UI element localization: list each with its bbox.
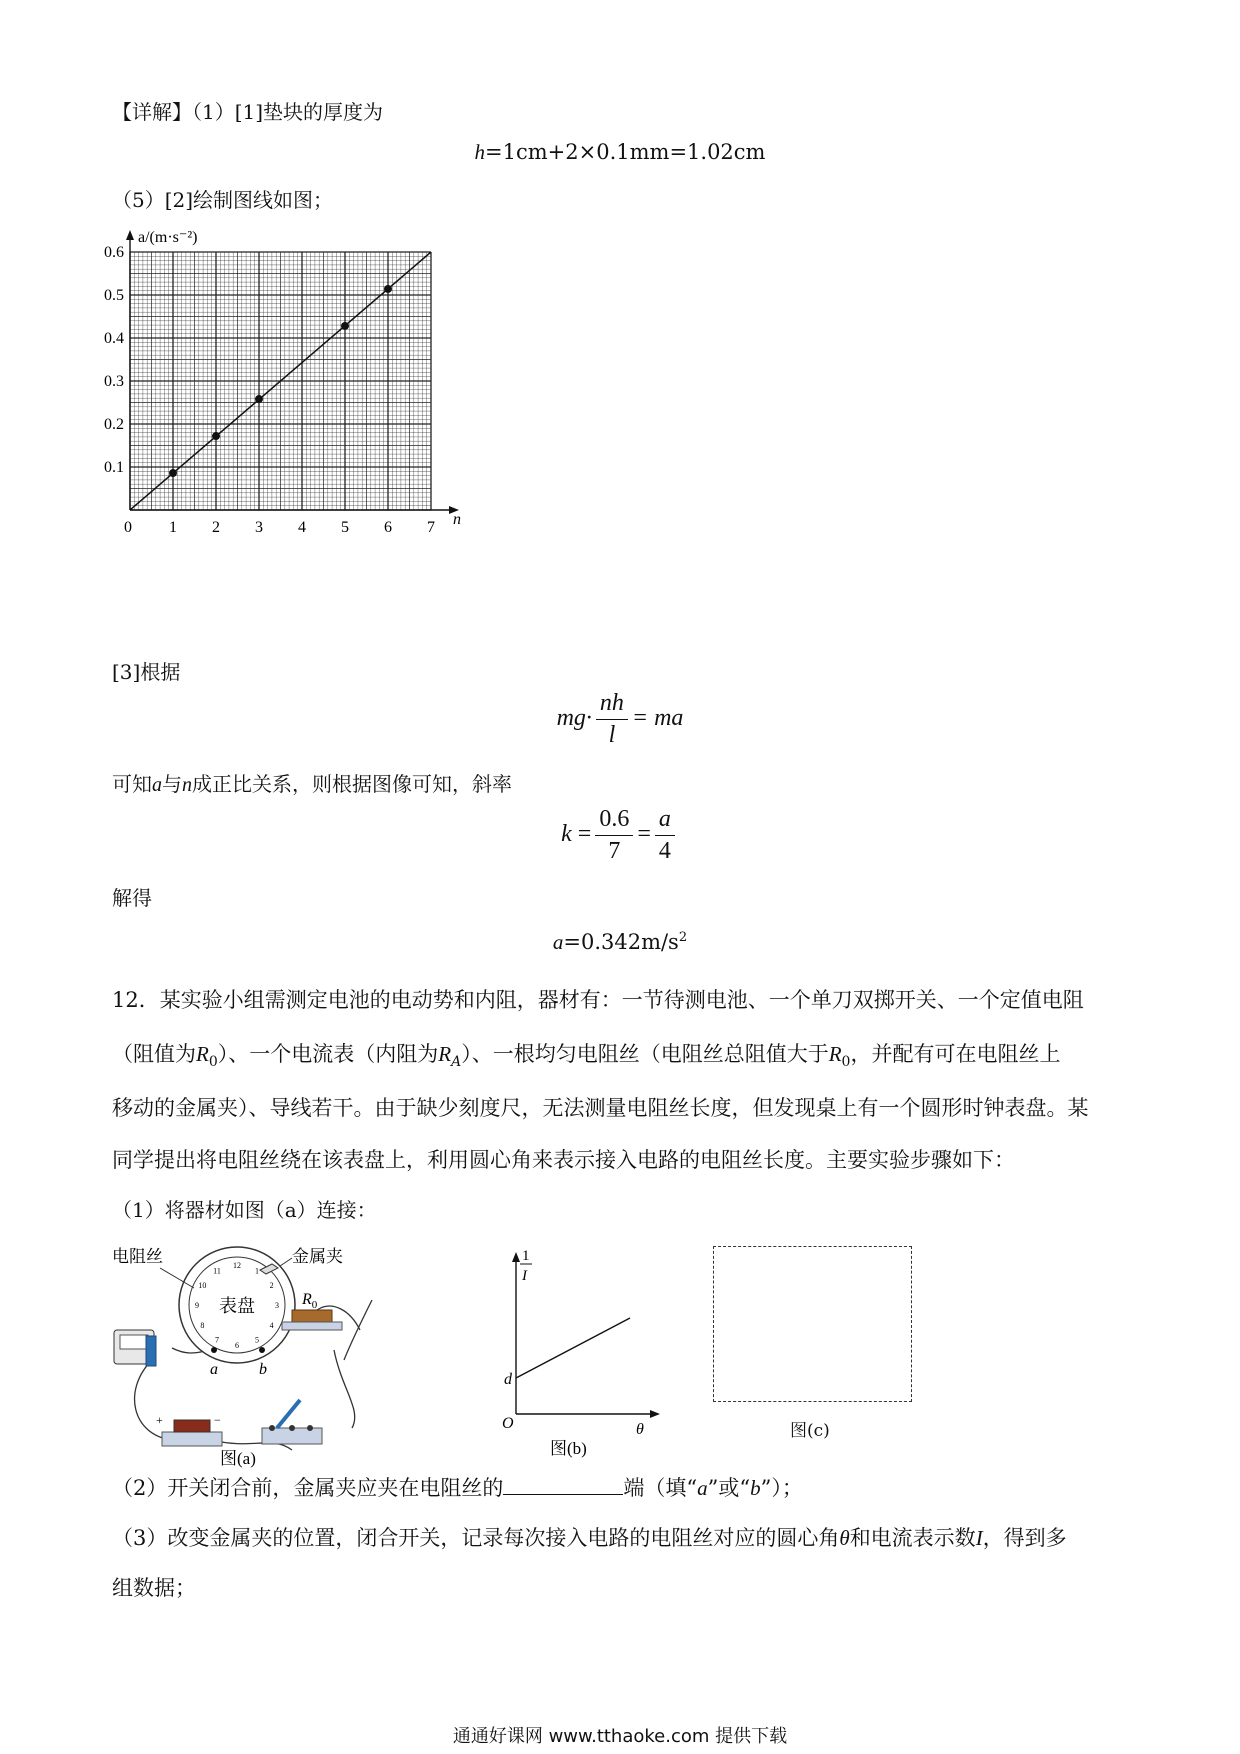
y-tick-label: 0.2 [104,416,124,433]
figure-b-caption: 图(b) [550,1439,587,1458]
figure-a-caption: 图(a) [220,1449,256,1468]
clock-number: 4 [269,1321,274,1330]
equation-result: $a=0.342m/s^2$ [552,930,688,954]
intercept-d: d [504,1371,512,1388]
figure-a-circuit [112,1240,412,1470]
svg-text:−: − [214,1413,221,1427]
step2-text: （2）开关闭合前，金属夹应夹在电阻丝的 端（填“a”或“b”）； [112,1476,803,1500]
x-tick-label: 4 [298,519,306,536]
x-tick-label: 7 [427,519,435,536]
terminal-a-label: a [210,1361,218,1378]
y-tick-label: 0.1 [104,459,124,476]
clock-number: 5 [255,1335,259,1345]
clock-number: 7 [215,1335,219,1345]
x-tick-label: 1 [169,519,177,536]
resistor-R0-icon [292,1310,332,1322]
graph-a-vs-n [100,230,520,590]
step3-text: （3）改变金属夹的位置，闭合开关，记录每次接入电路的电阻丝对应的圆心角θ和电流表示数I，得到多 [112,1526,1067,1550]
data-point [169,469,177,477]
clock-number: 8 [200,1321,205,1330]
q12-line1: 12．某实验小组需测定电池的电动势和内阻，器材有：一节待测电池、一个单刀双掷开关、一个定值电阻 [112,988,1084,1012]
battery-icon [174,1420,210,1432]
detail-heading: 【详解】（1）[1]垫块的厚度为 [112,100,384,124]
switch-icon [277,1400,300,1428]
clock-number: 6 [235,1341,239,1350]
x-tick-label: 5 [341,519,349,536]
y-tick-label: 0.5 [104,287,124,304]
figure-c-blank-box [713,1246,912,1402]
x-tick-label: 3 [255,519,263,536]
clock-number: 10 [198,1281,207,1290]
clock-number: 12 [233,1261,241,1270]
y-tick-label: 0.3 [104,373,124,390]
step5-text: （5）[2]绘制图线如图； [112,188,334,212]
origin-label: 0 [124,519,132,536]
data-point [255,395,263,403]
clock-number: 2 [269,1281,274,1290]
x-axis-theta: θ [636,1421,644,1438]
y-axis-arrow [126,230,134,240]
answer-blank[interactable] [503,1474,623,1495]
origin-O: O [502,1415,514,1432]
ammeter-side [146,1336,156,1366]
figure-c-caption: 图(c) [790,1421,830,1441]
solve-text: 解得 [112,886,152,910]
x-axis-label: n [453,511,461,528]
y-axis-label: a/(m·s⁻²) [138,230,198,246]
clock-number: 9 [195,1301,199,1310]
figure-b-line [516,1318,630,1378]
chart-labels [104,230,461,536]
y-axis-num: 1 [522,1248,530,1264]
data-point [341,322,349,330]
equation-force: mg· $\frac{nh}{l}$ = ma [556,690,684,748]
proportional-text: 可知a与n成正比关系，则根据图像可知，斜率 [112,772,512,796]
q12-line4: 同学提出将电阻丝绕在该表盘上，利用圆心角来表示接入电路的电阻丝长度。主要实验步骤如下： [112,1148,1015,1172]
q12-line2: （阻值为$R_0$）、一个电流表（内阻为$R_A$）、一根均匀电阻丝（电阻丝总阻值大于$R_0$，并配有可在电阻丝上 [112,1042,1061,1071]
terminal-b-label: b [259,1361,267,1378]
step1-text: （1）将器材如图（a）连接： [112,1198,377,1222]
data-point [384,285,392,293]
q12-line3: 移动的金属夹）、导线若干。由于缺少刻度尺，无法测量电阻丝长度，但发现桌上有一个圆形时钟表盘。某 [112,1096,1089,1120]
metal-clip-label: 金属夹 [292,1247,343,1266]
clock-number: 3 [275,1301,279,1310]
battery-base [162,1432,222,1446]
equation-slope: k = $\frac{0.6}{7}$ = $\frac{a}{4}$ [0,806,1240,865]
equation-thickness: h=1cm+2×0.1mm=1.02cm [474,140,766,164]
clock-number: 11 [213,1266,221,1276]
footer: 通通好课网 www.tthaoke.com 提供下载 [452,1726,788,1747]
y-axis-den: I [522,1268,527,1284]
svg-text:+: + [156,1413,163,1427]
figure-b-graph [500,1238,680,1458]
data-point [212,432,220,440]
x-tick-label: 6 [384,519,392,536]
y-tick-label: 0.6 [104,244,124,261]
dial-label: 表盘 [219,1296,255,1316]
resistance-wire-label: 电阻丝 [112,1247,163,1266]
step3-text-line2: 组数据； [112,1576,196,1600]
step3-lead: [3]根据 [112,660,181,684]
R0-label: $R_0$ [302,1291,318,1311]
clock-number: 1 [255,1266,259,1276]
y-tick-label: 0.4 [104,330,124,347]
x-tick-label: 2 [212,519,220,536]
